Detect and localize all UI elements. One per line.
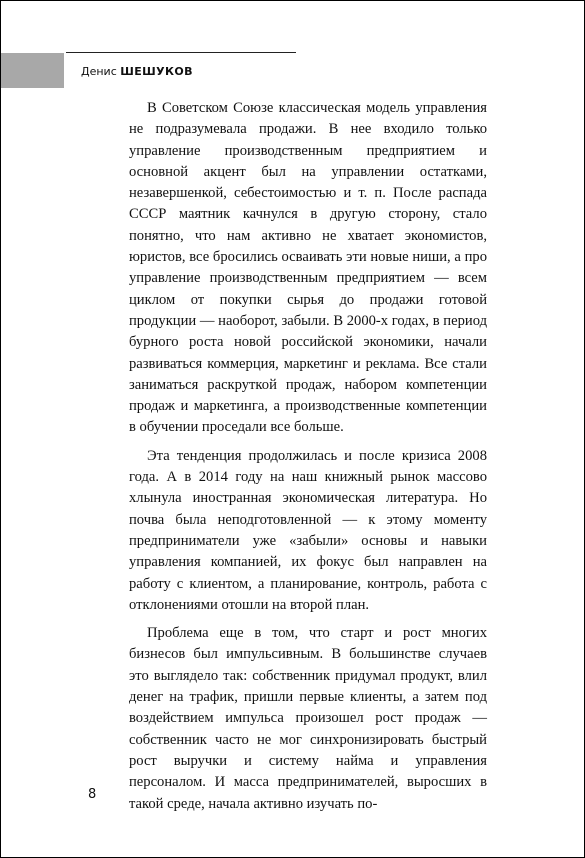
body-text [129,98,487,822]
header-gray-block [1,53,64,88]
running-header-author [81,65,193,79]
paragraph: Проблема еще в том, что старт и рост многих бизнесов был импульсивным. В большинстве случаев это выглядело так: собственник придумал продукт, влил денег на трафик, пришли первые клиенты, а затем под воздействием импульса произошел рост продаж — собственник часто не мог синхронизировать быстрый рост выручки и систему найма и управления персоналом. И масса предпринимателей, выросших в такой среде, начала активно изучать по- [129,625,487,812]
page-number: 8 [88,787,97,802]
author-last-name: ШЕШУКОВ [120,65,193,78]
paragraph: В Советском Союзе классическая модель управления не подразумевала продажи. В нее входило только управление производственным предприятием и основной акцент был на управлении остатками, незавершенкой, себестоимостью и т. п. После распада СССР маятник качнулся в другую сторону, стало понятно, что нам активно не хватает экономистов, юристов, все бросились осваивать эти новые ниши, а про управление производственным предприятием — всем циклом от покупки сырья до продажи готовой продукции — наоборот, забыли. В 2000-х годах, в период бурного роста новой российской экономики, начали развиваться коммерция, маркетинг и реклама. Все стали заниматься раскруткой продаж, набором компетенции продаж и маркетинга, а производственные компетенции в обучении проседали все больше. [129,100,487,436]
author-first-name: Денис [81,65,117,78]
header-rule [66,52,296,53]
paragraph: Эта тенденция продолжилась и после кризиса 2008 года. А в 2014 году на наш книжный рынок массово хлынула иностранная экономическая литература. Но почва была неподготовленной — к этому моменту предприниматели уже «забыли» основы и навыки управления компанией, их фокус был направлен на работу с клиентом, а планирование, контроль, работа с отклонениями отошли на второй план. [129,447,487,613]
